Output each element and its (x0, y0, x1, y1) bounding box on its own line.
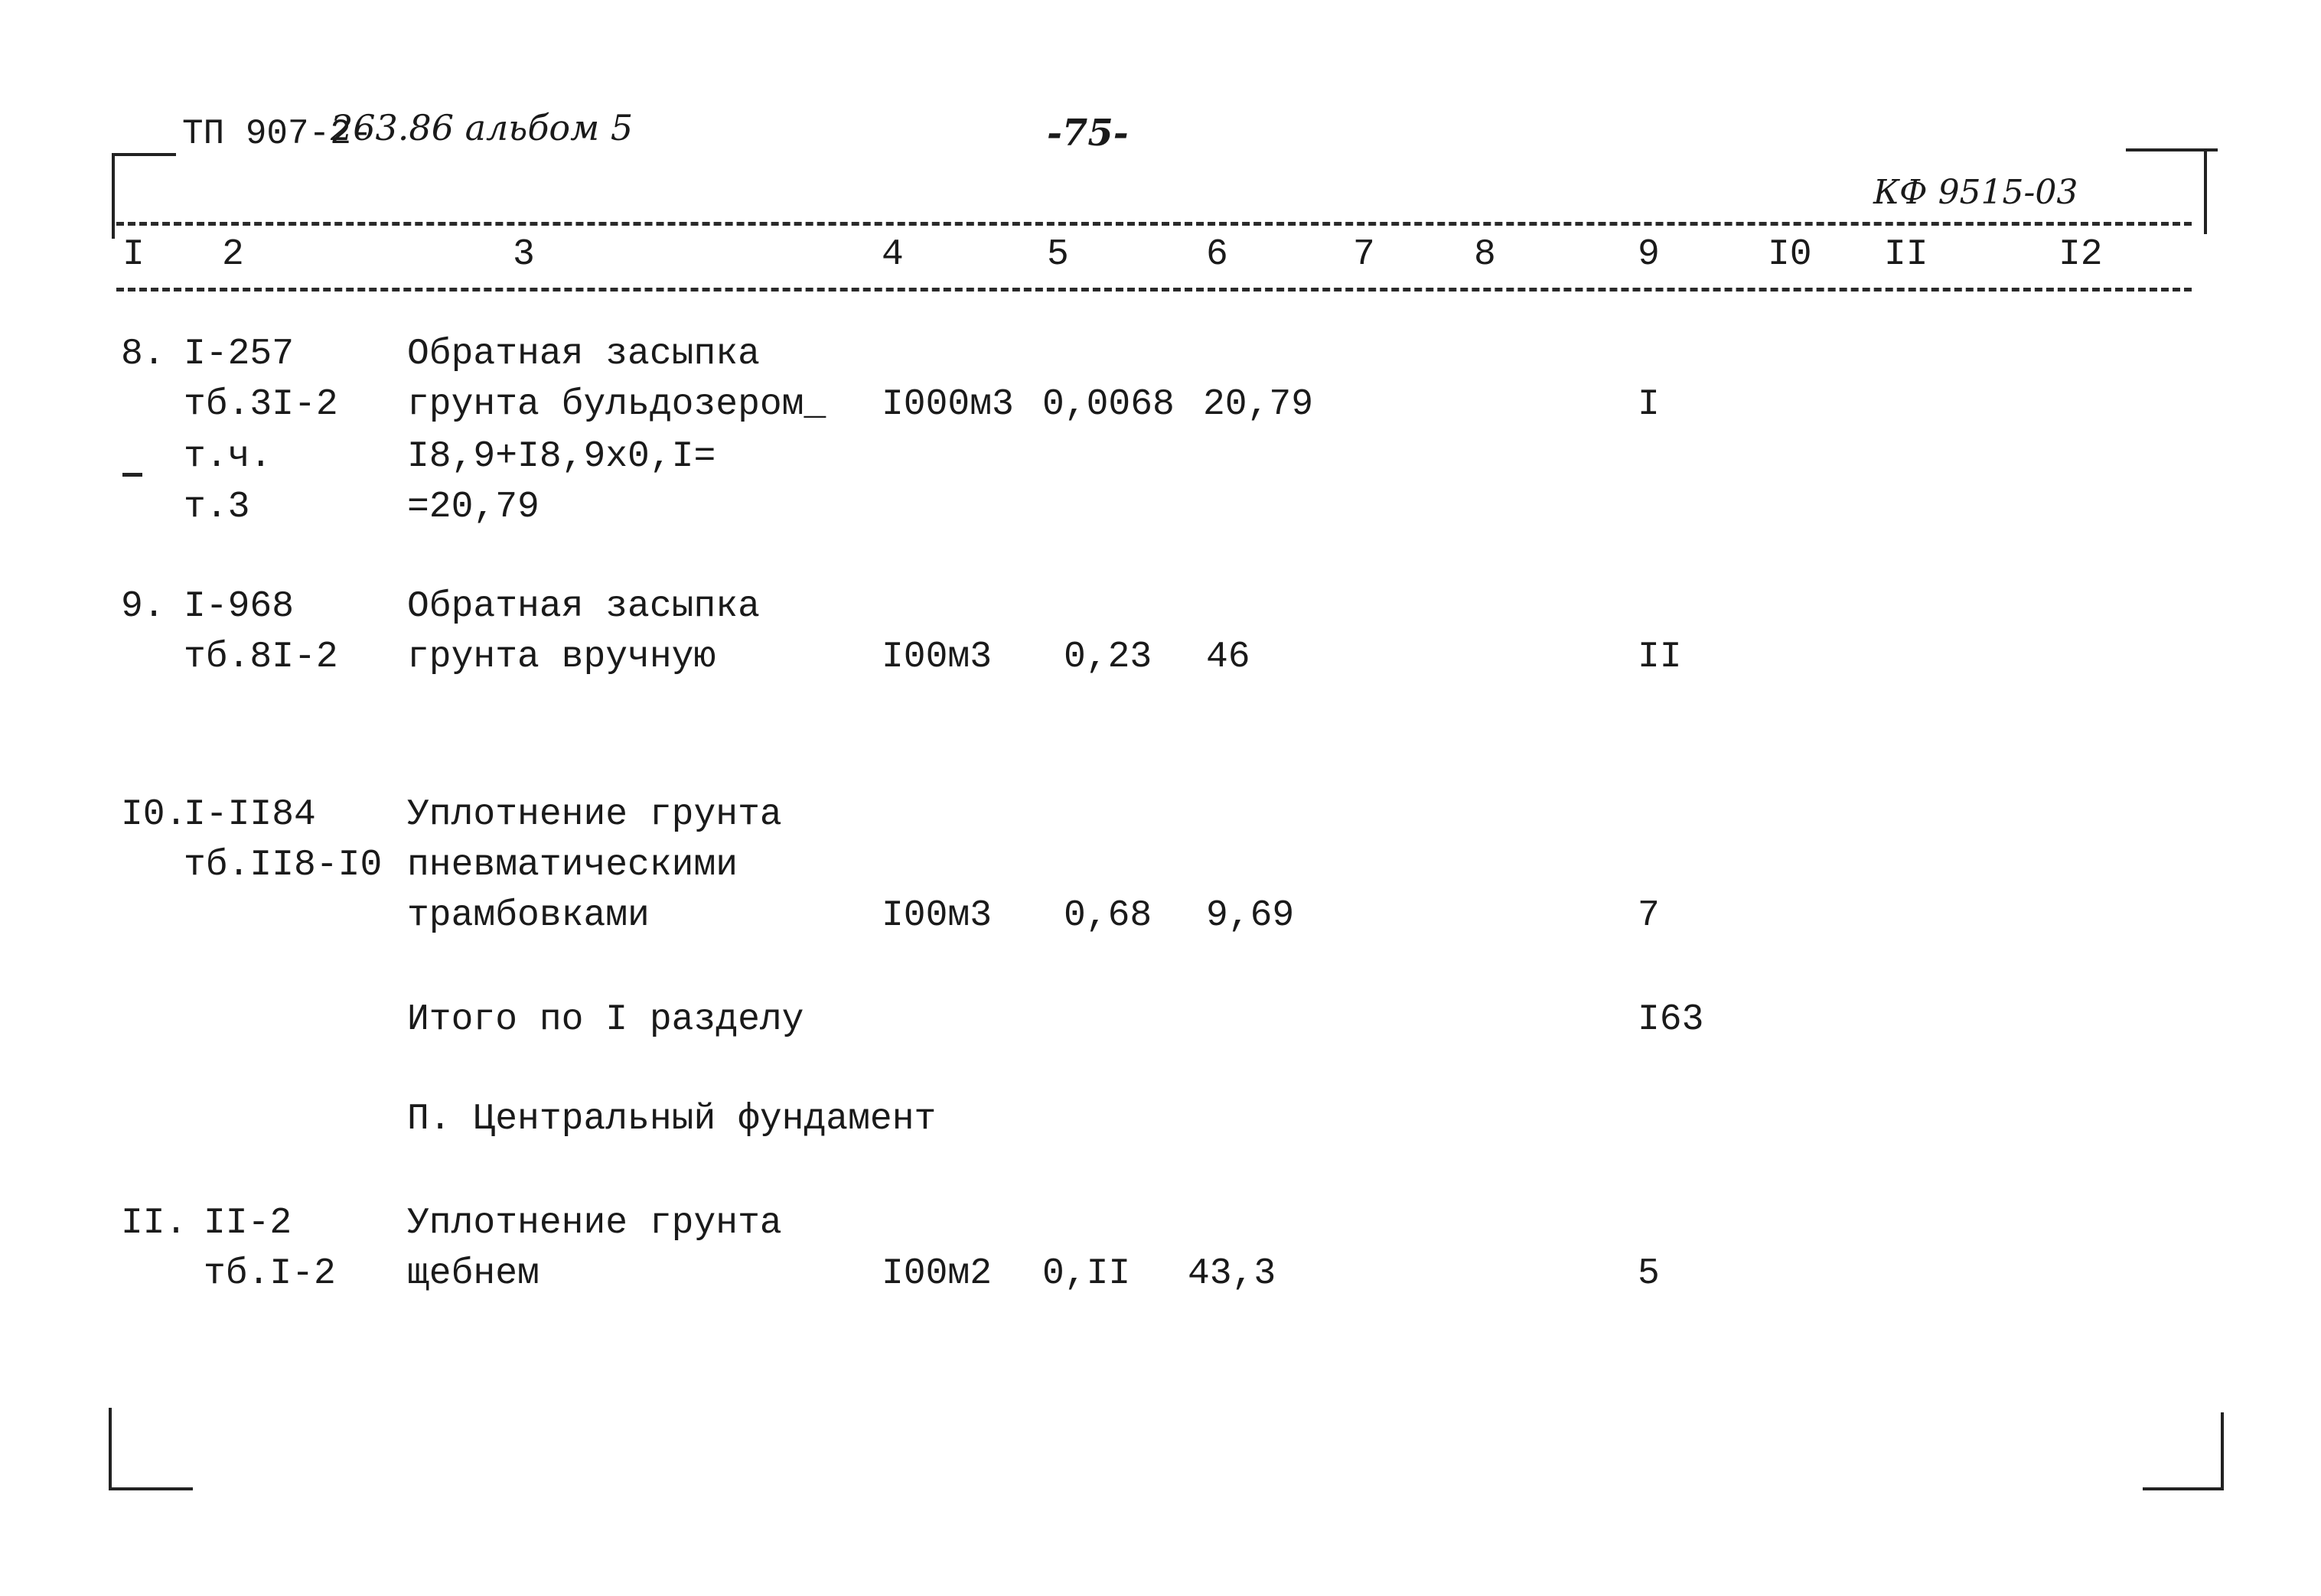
row-8-desc-4: =20,79 (407, 487, 540, 528)
row-11-col6: 43,3 (1188, 1253, 1276, 1295)
col-11: II (1884, 234, 1928, 275)
total-label: Итого по I разделу (407, 999, 804, 1041)
row-9-qty: 0,23 (1064, 637, 1152, 678)
row-10-col6: 9,69 (1206, 895, 1295, 936)
row-9-desc-1: Обратная засыпка (407, 586, 760, 627)
col-8: 8 (1474, 234, 1496, 275)
row-11-code-2: тб.I-2 (204, 1253, 336, 1295)
row-10-num: I0. (121, 794, 187, 835)
row-9-code-2: тб.8I-2 (184, 637, 338, 678)
row-10-col9: 7 (1638, 895, 1660, 936)
row-10-desc-2: пневматическими (407, 845, 738, 886)
row-8-code-4: т.3 (184, 487, 250, 528)
row-8-col9: I (1638, 384, 1660, 425)
row-10-code-1: I-II84 (184, 794, 316, 835)
frame-bottom-left (109, 1408, 112, 1490)
row-8-margin-mark (122, 473, 142, 477)
row-9-desc-2: грунта вручную (407, 637, 716, 678)
row-9-col6: 46 (1206, 637, 1250, 678)
row-10-desc-1: Уплотнение грунта (407, 794, 782, 835)
row-11-code-1: II-2 (204, 1203, 292, 1244)
row-8-desc-3: I8,9+I8,9x0,I= (407, 436, 716, 477)
col-7: 7 (1353, 234, 1375, 275)
col-6: 6 (1206, 234, 1228, 275)
row-8-desc-2: грунта бульдозером_ (407, 384, 826, 425)
col-9: 9 (1638, 234, 1660, 275)
doc-prefix: ТП 907-2- (182, 114, 373, 154)
doc-handwritten: 263.86 альбом 5 (331, 107, 634, 148)
row-11-qty: 0,II (1042, 1253, 1131, 1295)
document-code: КФ 9515-03 (1873, 173, 2078, 212)
row-10-qty: 0,68 (1064, 895, 1152, 936)
total-value: I63 (1638, 999, 1704, 1041)
row-10-unit: I00м3 (882, 895, 993, 936)
row-8-code-1: I-257 (184, 334, 295, 375)
col-4: 4 (882, 234, 904, 275)
row-8-unit: I000м3 (882, 384, 1014, 425)
col-1: I (122, 234, 145, 275)
row-9-col9: II (1638, 637, 1682, 678)
row-10-code-2: тб.II8-I0 (184, 845, 383, 886)
row-11-desc-1: Уплотнение грунта (407, 1203, 782, 1244)
frame-bottom-right-h (2143, 1487, 2224, 1490)
page-number: -75- (1047, 112, 1129, 155)
frame-right-top (2204, 148, 2207, 234)
row-8-num: 8. (121, 334, 165, 375)
row-11-desc-2: щебнем (407, 1253, 540, 1295)
row-8-qty: 0,0068 (1042, 384, 1175, 425)
row-8-col6: 20,79 (1203, 384, 1314, 425)
row-8-code-3: т.ч. (184, 436, 272, 477)
frame-left-top (112, 153, 115, 239)
row-9-code-1: I-968 (184, 586, 295, 627)
frame-top-left (113, 153, 176, 156)
header-rule-bottom (116, 288, 2192, 292)
row-9-unit: I00м3 (882, 637, 993, 678)
frame-bottom-left-h (109, 1487, 193, 1490)
col-3: 3 (513, 234, 535, 275)
header-rule-top (116, 222, 2192, 226)
frame-bottom-right (2221, 1412, 2224, 1490)
section-title: П. Центральный фундамент (407, 1099, 937, 1140)
row-11-col9: 5 (1638, 1253, 1660, 1295)
row-11-num: II. (121, 1203, 187, 1244)
row-8-desc-1: Обратная засыпка (407, 334, 760, 375)
col-5: 5 (1047, 234, 1069, 275)
col-10: I0 (1768, 234, 1812, 275)
row-10-desc-3: трамбовками (407, 895, 650, 936)
row-9-num: 9. (121, 586, 165, 627)
row-11-unit: I00м2 (882, 1253, 993, 1295)
col-12: I2 (2059, 234, 2103, 275)
row-8-code-2: тб.3I-2 (184, 384, 338, 425)
col-2: 2 (222, 234, 244, 275)
